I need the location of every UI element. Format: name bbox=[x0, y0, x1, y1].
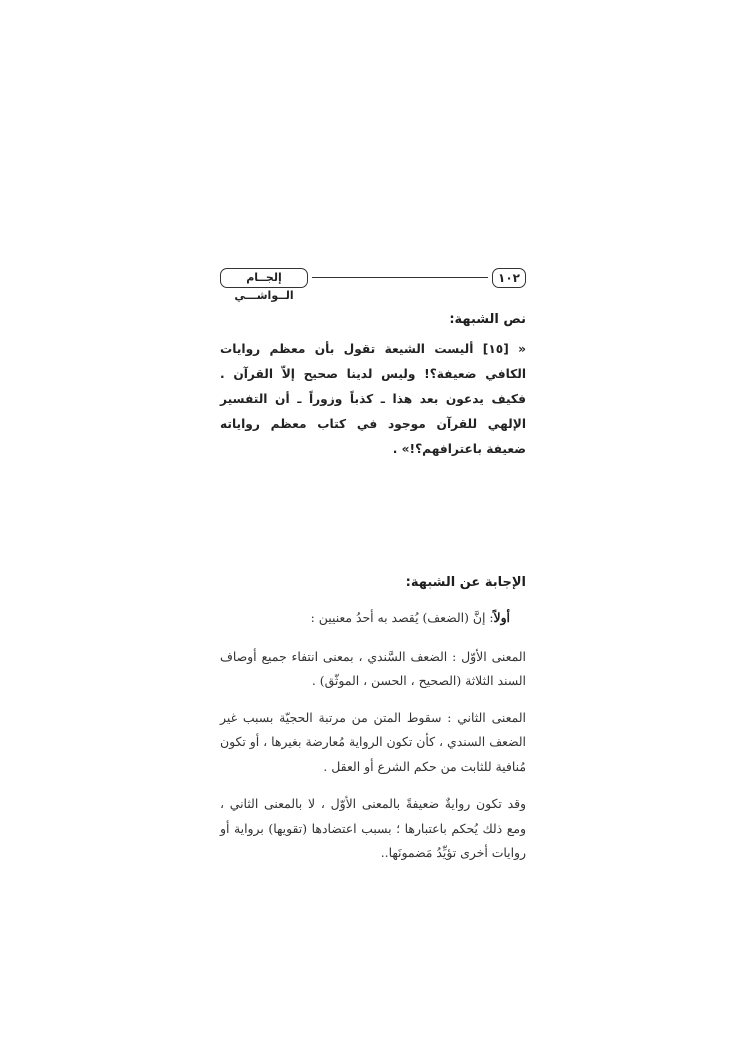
header-rule bbox=[312, 277, 488, 278]
doubt-quote: « [١٥] أليست الشيعة تقول بأن معظم روايات الكافي ضعيفة؟! وليس لدينا صحيح إلاّ القرآن . فكيف يدعون بعد هذا ـ كذباً وزوراً ـ أن التفسير الإلهي للقرآن موجود في كتاب معظم رواياته ضعيفة باعترافهم؟!» . bbox=[220, 342, 527, 456]
first-point-text: : إنَّ (الضعف) يُقصد به أحدُ معنيين : bbox=[310, 610, 494, 625]
book-page bbox=[220, 266, 526, 866]
first-point-lead: أولاً bbox=[493, 610, 510, 625]
answer-heading: الإجابة عن الشبهة: bbox=[405, 575, 526, 590]
running-header bbox=[220, 266, 526, 302]
conclusion-paragraph: وقد تكون روايةٌ ضعيفةً بالمعنى الأوّل ، لا بالمعنى الثاني ، ومع ذلك يُحكم باعتبارها ؛ بسبب اعتضادها (تقويها) برواية أو روايات أخرى تؤيِّدُ مَضمونَها.. bbox=[220, 796, 526, 860]
meaning-two-paragraph: المعنى الثاني : سقوط المتن من مرتبة الحجيّة بسبب غير الضعف السندي ، كأن تكون الرواية مُعارضة بغيرها ، أو تكون مُنافية للثابت من حكم الشرع أو العقل . bbox=[220, 709, 526, 774]
page-number: ١٠٢ bbox=[492, 268, 526, 288]
first-point bbox=[220, 606, 526, 631]
book-title: إلجــام الــواشـــي bbox=[220, 268, 308, 288]
doubt-heading: نص الشبهة: bbox=[449, 312, 526, 327]
meaning-one-paragraph: المعنى الأوّل : الضعف السَّندي ، بمعنى انتفاء جميع أوصاف السند الثلاثة (الصحيح ، الحسن ، الموثّق) . bbox=[220, 648, 526, 688]
